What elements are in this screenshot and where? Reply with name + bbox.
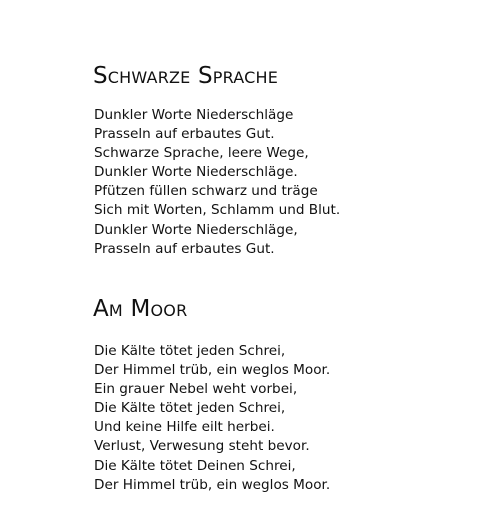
poem-line: Dunkler Worte Niederschläge xyxy=(94,107,294,123)
poem-line: Verlust, Verwesung steht bevor. xyxy=(94,438,310,455)
poem-line: Der Himmel trüb, ein weglos Moor. xyxy=(94,476,331,493)
poem-line: Und keine Hilfe eilt herbei. xyxy=(94,419,275,436)
poem-line: Schwarze Sprache, leere Wege, xyxy=(94,145,309,162)
poem-line: Ein grauer Nebel weht vorbei, xyxy=(94,381,298,398)
poem-title: Schwarze Sprache xyxy=(93,63,279,89)
poem-line: Die Kälte tötet jeden Schrei, xyxy=(94,400,286,417)
poem-stanza xyxy=(0,342,500,495)
poem-line: Prasseln auf erbautes Gut. xyxy=(94,240,275,257)
poem-line: Die Kälte tötet Deinen Schrei, xyxy=(94,457,296,474)
poem-line: Der Himmel trüb, ein weglos Moor. xyxy=(94,362,331,379)
poem-schwarze-sprache xyxy=(0,61,500,259)
poem-line: Die Kälte tötet jeden Schrei, xyxy=(94,343,286,359)
poem-stanza xyxy=(0,106,500,259)
poem-line: Sich mit Worten, Schlamm und Blut. xyxy=(94,202,341,219)
poem-am-moor xyxy=(0,294,500,495)
poem-line: Dunkler Worte Niederschläge. xyxy=(94,164,298,181)
poem-line: Prasseln auf erbautes Gut. xyxy=(94,126,275,143)
poem-title: Am Moor xyxy=(93,296,188,322)
poem-line: Pfützen füllen schwarz und träge xyxy=(94,183,318,200)
poem-line: Dunkler Worte Niederschläge, xyxy=(94,221,298,238)
